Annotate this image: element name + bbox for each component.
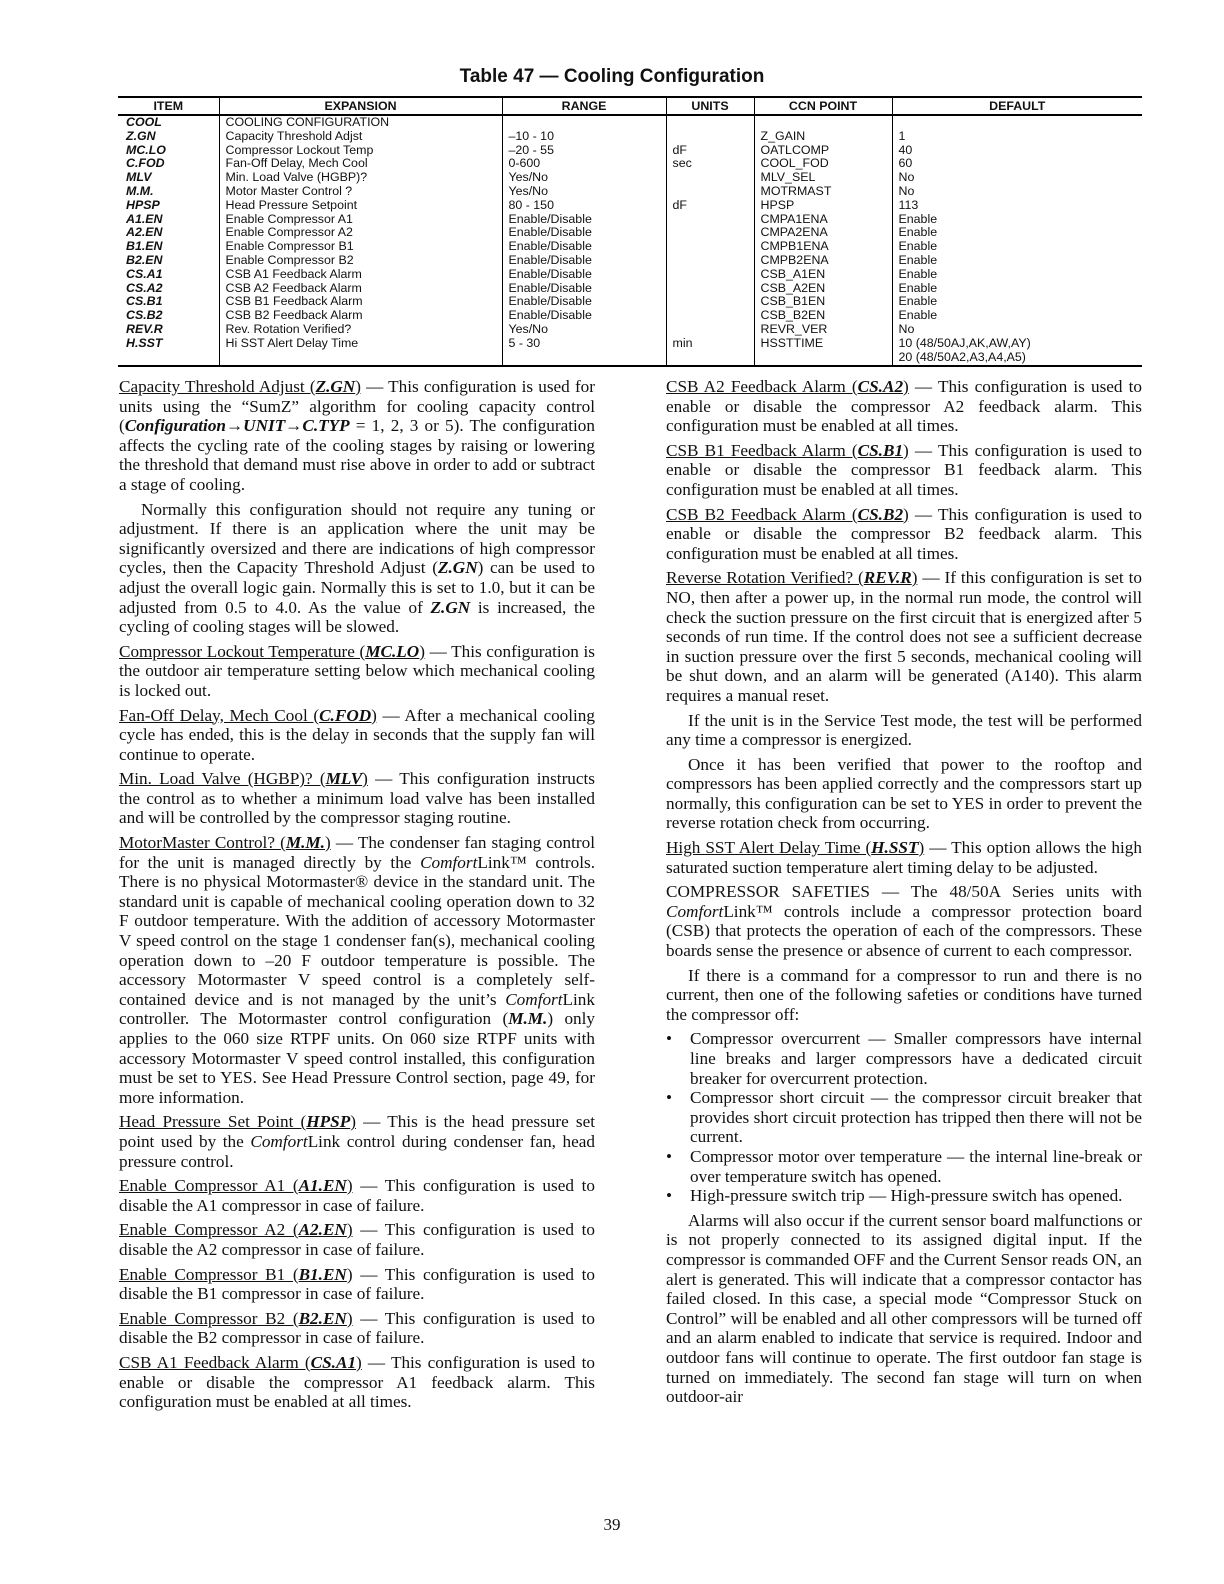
table-cell: Enable <box>892 282 1142 296</box>
paragraph-revr: Reverse Rotation Verified? (REV.R) — If this configuration is set to NO, then after a power up, in the normal run mode, the control will check the suction pressure on the first circuit that is energized after 5 seconds of run time. If the control does not see a sufficient decrease in suction pressure over the first 5 seconds, mechanical cooling will be shut down, and an alarm will be generated (A140). This alarm requires a manual reset. <box>666 568 1142 705</box>
table-cell: REV.R <box>126 321 163 336</box>
table-cell: HPSP <box>126 197 160 212</box>
table-cell: Enable Compressor A1 <box>219 213 502 227</box>
table-cell: COOLING CONFIGURATION <box>219 115 502 130</box>
table-cell: MLV <box>126 170 152 185</box>
table-cell: Head Pressure Setpoint <box>219 199 502 213</box>
table-row <box>118 144 1142 158</box>
table-row <box>118 213 1142 227</box>
table-row <box>118 240 1142 254</box>
table-cell <box>118 351 219 367</box>
table-cell: dF <box>666 144 754 158</box>
table-cell <box>892 115 1142 130</box>
table-cell: –10 - 10 <box>502 130 666 144</box>
table-cell: min <box>666 337 754 351</box>
paragraph-a1en: Enable Compressor A1 (A1.EN) — This configuration is used to disable the A1 compressor in case of failure. <box>119 1176 595 1215</box>
table-cell: Motor Master Control ? <box>219 185 502 199</box>
right-column <box>666 377 1142 1412</box>
paragraph-hpsp: Head Pressure Set Point (HPSP) — This is the head pressure set point used by the ComfortLink control during condenser fan, head pressure control. <box>119 1112 596 1171</box>
table-row <box>118 130 1142 144</box>
table-cell: CS.B1 <box>126 294 163 309</box>
table-cell: Enable <box>892 240 1142 254</box>
table-cell: Enable/Disable <box>502 213 666 227</box>
table-row <box>118 254 1142 268</box>
paragraph-csb1: CSB B1 Feedback Alarm (CS.B1) — This configuration is used to enable or disable the compressor B1 feedback alarm. This configuration must be enabled at all times. <box>666 440 1142 499</box>
paragraph-csa1: CSB A1 Feedback Alarm (CS.A1) — This configuration is used to enable or disable the compressor A1 feedback alarm. This configuration must be enabled at all times. <box>119 1352 595 1412</box>
table-cell <box>502 351 666 367</box>
paragraph-revr-service: If the unit is in the Service Test mode, the test will be performed any time a compressor is energized. <box>666 710 1142 750</box>
paragraph-mclo: Compressor Lockout Temperature (MC.LO) — This configuration is the outdoor air temperature setting below which mechanical cooling is locked out. <box>119 641 595 700</box>
table-cell: CMPB1ENA <box>754 240 892 254</box>
table-cell <box>666 268 754 282</box>
paragraph-a2en: Enable Compressor A2 (A2.EN) — This configuration is used to disable the A2 compressor in case of failure. <box>119 1220 595 1259</box>
table-cell: Compressor Lockout Temp <box>219 144 502 158</box>
table-cell: Z_GAIN <box>754 130 892 144</box>
table-cell: Yes/No <box>502 185 666 199</box>
table-cell: 10 (48/50AJ,AK,AW,AY) <box>892 337 1142 351</box>
paragraph-b1en: Enable Compressor B1 (B1.EN) — This configuration is used to disable the B1 compressor in case of failure. <box>119 1264 595 1304</box>
paragraph-motormaster: MotorMaster Control? (M.M.) — The condenser fan staging control for the unit is managed directly by the ComfortLink™ controls. There is no physical Motormaster® device in the standard unit. The standard unit is capable of mechanical cooling operation down to 32 F outdoor temperature. With the addition of accessory Motormaster V speed control on the stage 1 condenser fan(s), mechanical cooling operation down to –20 F outdoor temperature is possible. The accessory Motormaster V speed control is a completely self-contained device and is not managed by the unit’s ComfortLink controller. The Motormaster control configuration (M.M.) only applies to the 060 size RTPF units. On 060 size RTPF units with accessory Motormaster V speed control installed, this configuration must be set to YES. See Head Pressure Control section, page 49, for more information. <box>119 833 596 1107</box>
table-cell: CSB_A1EN <box>754 268 892 282</box>
table-cell: Enable/Disable <box>502 254 666 268</box>
table-cell <box>666 282 754 296</box>
table-cell: Enable/Disable <box>502 226 666 240</box>
table-cell: CMPA2ENA <box>754 226 892 240</box>
table-cell: COOL_FOD <box>754 157 892 171</box>
table-cell: 40 <box>892 144 1142 158</box>
table-cell: Enable/Disable <box>502 240 666 254</box>
table-cell <box>666 295 754 309</box>
table-cell: 80 - 150 <box>502 199 666 213</box>
table-cell <box>666 185 754 199</box>
table-cell: HPSP <box>754 199 892 213</box>
table-cell: 113 <box>892 199 1142 213</box>
table-cell: CMPA1ENA <box>754 213 892 227</box>
table-cell: Z.GN <box>126 128 156 143</box>
table-cell <box>666 351 754 367</box>
table-cell <box>502 115 666 130</box>
table-cell: A1.EN <box>126 211 163 226</box>
table-cell: CMPB2ENA <box>754 254 892 268</box>
table-cell: Enable <box>892 295 1142 309</box>
table-row <box>118 351 1142 367</box>
bullet-icon: • <box>666 1186 673 1206</box>
table-header-row <box>118 97 1142 115</box>
paragraph-csb2: CSB B2 Feedback Alarm (CS.B2) — This configuration is used to enable or disable the compressor B2 feedback alarm. This configuration must be enabled at all times. <box>666 504 1142 563</box>
table-cell: H.SST <box>126 335 163 350</box>
paragraph-csa2: CSB A2 Feedback Alarm (CS.A2) — This configuration is used to enable or disable the compressor A2 feedback alarm. This configuration must be enabled at all times. <box>666 377 1142 436</box>
table-cell: sec <box>666 157 754 171</box>
left-column <box>119 377 595 1417</box>
table-cell: Hi SST Alert Delay Time <box>219 337 502 351</box>
table-cell: Enable Compressor B1 <box>219 240 502 254</box>
table-cell <box>666 115 754 130</box>
table-cell: No <box>892 323 1142 337</box>
table-cell: Enable <box>892 268 1142 282</box>
table-row <box>118 337 1142 351</box>
table-cell: CSB A1 Feedback Alarm <box>219 268 502 282</box>
table-cell: No <box>892 185 1142 199</box>
table-cell: 0-600 <box>502 157 666 171</box>
table-cell: M.M. <box>126 183 154 198</box>
table-row <box>118 199 1142 213</box>
table-cell: Enable Compressor B2 <box>219 254 502 268</box>
column-header: ITEM <box>118 97 219 115</box>
column-header: UNITS <box>666 97 754 115</box>
table-row <box>118 268 1142 282</box>
table-row <box>118 115 1142 130</box>
table-cell: Fan-Off Delay, Mech Cool <box>219 157 502 171</box>
table-cell: Capacity Threshold Adjst <box>219 130 502 144</box>
table-cell <box>219 351 502 367</box>
paragraph-revr-verified: Once it has been verified that power to the rooftop and compressors has been applied correctly and the compressors start up normally, this configuration can be set to YES in order to prevent the reverse rotation check from occurring. <box>666 754 1142 833</box>
table-cell: Enable/Disable <box>502 268 666 282</box>
list-item: • Compressor short circuit — the compressor circuit breaker that provides short circuit protection has tripped then there will not be current. <box>666 1088 1142 1147</box>
table-cell <box>666 323 754 337</box>
table-cell <box>666 240 754 254</box>
table-cell: MC.LO <box>126 142 166 157</box>
table-row <box>118 323 1142 337</box>
table-cell: –20 - 55 <box>502 144 666 158</box>
paragraph-alarms: Alarms will also occur if the current sensor board malfunctions or is not properly connected to its assigned digital input. If the compressor is commanded OFF and the Current Sensor reads ON, an alert is generated. This will indicate that a compressor contactor has failed closed. In this case, a special mode “Compressor Stuck on Control” will be enabled and all other compressors will be turned off and an alarm enabled to indicate that service is required. Indoor and outdoor fans will continue to operate. The first outdoor fan stage is turned on immediately. The second fan stage will turn on when outdoor-air <box>666 1210 1142 1407</box>
table-cell: HSSTTIME <box>754 337 892 351</box>
table-cell: CSB A2 Feedback Alarm <box>219 282 502 296</box>
table-cell: dF <box>666 199 754 213</box>
table-cell <box>666 226 754 240</box>
paragraph-zgn: Capacity Threshold Adjust (Z.GN) — This configuration is used for units using the “SumZ” algorithm for cooling capacity control (Configuration→UNIT→C.TYP = 1, 2, 3 or 5). The configuration affects the cycling rate of the cooling stages by raising or lowering the threshold that demand must rise above in order to add or subtract a stage of cooling. <box>119 377 595 494</box>
paragraph-mlv: Min. Load Valve (HGBP)? (MLV) — This configuration instructs the control as to whether a minimum load valve has been installed and will be controlled by the compressor staging routine. <box>119 769 595 828</box>
table-cell: B1.EN <box>126 239 163 254</box>
table-title: Table 47 — Cooling Configuration <box>459 66 765 87</box>
cooling-configuration-table <box>118 96 1142 367</box>
table-cell: Enable <box>892 226 1142 240</box>
list-item: • Compressor overcurrent — Smaller compressors have internal line breaks and larger compressors have a dedicated circuit breaker for overcurrent protection. <box>666 1029 1142 1088</box>
table-cell: CSB_B1EN <box>754 295 892 309</box>
table-cell <box>666 171 754 185</box>
table-cell: MLV_SEL <box>754 171 892 185</box>
table-cell: Enable/Disable <box>502 282 666 296</box>
table-cell: 5 - 30 <box>502 337 666 351</box>
table-cell: Enable/Disable <box>502 295 666 309</box>
table-cell: Enable/Disable <box>502 309 666 323</box>
table-cell: Enable <box>892 213 1142 227</box>
table-cell: CSB B1 Feedback Alarm <box>219 295 502 309</box>
paragraph-hsst: High SST Alert Delay Time (H.SST) — This option allows the high saturated suction temperature alert timing delay to be adjusted. <box>666 838 1142 877</box>
table-row <box>118 157 1142 171</box>
table-row <box>118 185 1142 199</box>
table-cell <box>666 213 754 227</box>
table-cell: A2.EN <box>126 225 163 240</box>
table-row <box>118 171 1142 185</box>
table-cell: C.FOD <box>126 156 165 171</box>
table-row <box>118 309 1142 323</box>
table-cell: Enable Compressor A2 <box>219 226 502 240</box>
paragraph-safeties-intro: If there is a command for a compressor to run and there is no current, then one of the following safeties or conditions have turned the compressor off: <box>666 965 1142 1024</box>
column-header: RANGE <box>502 97 666 115</box>
table-cell: MOTRMAST <box>754 185 892 199</box>
table-cell: CS.A1 <box>126 266 163 281</box>
bullet-icon: • <box>666 1088 673 1108</box>
table-cell <box>754 115 892 130</box>
table-cell: No <box>892 171 1142 185</box>
table-cell: 20 (48/50A2,A3,A4,A5) <box>892 351 1142 367</box>
table-cell: OATLCOMP <box>754 144 892 158</box>
paragraph-cfod: Fan-Off Delay, Mech Cool (C.FOD) — After a mechanical cooling cycle has ended, this is the delay in seconds that the supply fan will continue to operate. <box>119 705 595 764</box>
table-cell <box>666 309 754 323</box>
table-cell: CSB_B2EN <box>754 309 892 323</box>
table-cell <box>754 351 892 367</box>
paragraph-b2en: Enable Compressor B2 (B2.EN) — This configuration is used to disable the B2 compressor in case of failure. <box>119 1308 595 1348</box>
paragraph-compressor-safeties: COMPRESSOR SAFETIES — The 48/50A Series units with ComfortLink™ controls include a compressor protection board (CSB) that protects the operation of each of the compressors. These boards sense the presence or absence of current to each compressor. <box>666 882 1142 961</box>
table-cell: Yes/No <box>502 171 666 185</box>
bullet-icon: • <box>666 1146 673 1166</box>
bullet-icon: • <box>666 1029 673 1049</box>
column-header: EXPANSION <box>219 97 502 115</box>
table-cell: REVR_VER <box>754 323 892 337</box>
table-cell: CS.B2 <box>126 308 163 323</box>
table-cell: Enable <box>892 254 1142 268</box>
table-cell: Enable <box>892 309 1142 323</box>
table-cell: CS.A2 <box>126 280 163 295</box>
table-cell: Min. Load Valve (HGBP)? <box>219 171 502 185</box>
paragraph-zgn-normal: Normally this configuration should not require any tuning or adjustment. If there is an application where the unit may be significantly oversized and there are indications of high compressor cycles, then the Capacity Threshold Adjust (Z.GN) can be used to adjust the overall logic gain. Normally this is set to 1.0, but it can be adjusted from 0.5 to 4.0. As the value of Z.GN is increased, the cycling of cooling stages will be slowed. <box>119 499 595 637</box>
page-number: 39 <box>603 1515 621 1534</box>
table-cell: CSB_A2EN <box>754 282 892 296</box>
table-cell: B2.EN <box>126 252 163 267</box>
column-header: CCN POINT <box>754 97 892 115</box>
table-cell: 1 <box>892 130 1142 144</box>
table-cell <box>666 254 754 268</box>
table-cell: CSB B2 Feedback Alarm <box>219 309 502 323</box>
table-cell: Yes/No <box>502 323 666 337</box>
column-header: DEFAULT <box>892 97 1142 115</box>
table-cell: 60 <box>892 157 1142 171</box>
table-row <box>118 226 1142 240</box>
table-cell: Rev. Rotation Verified? <box>219 323 502 337</box>
list-item: • High-pressure switch trip — High-pressure switch has opened. <box>666 1186 1123 1206</box>
table-cell <box>666 130 754 144</box>
table-cell: COOL <box>126 115 162 129</box>
safeties-list <box>666 1029 1142 1205</box>
list-item: • Compressor motor over temperature — the internal line-break or over temperature switch has opened. <box>666 1146 1142 1186</box>
table-row <box>118 282 1142 296</box>
table-row <box>118 295 1142 309</box>
